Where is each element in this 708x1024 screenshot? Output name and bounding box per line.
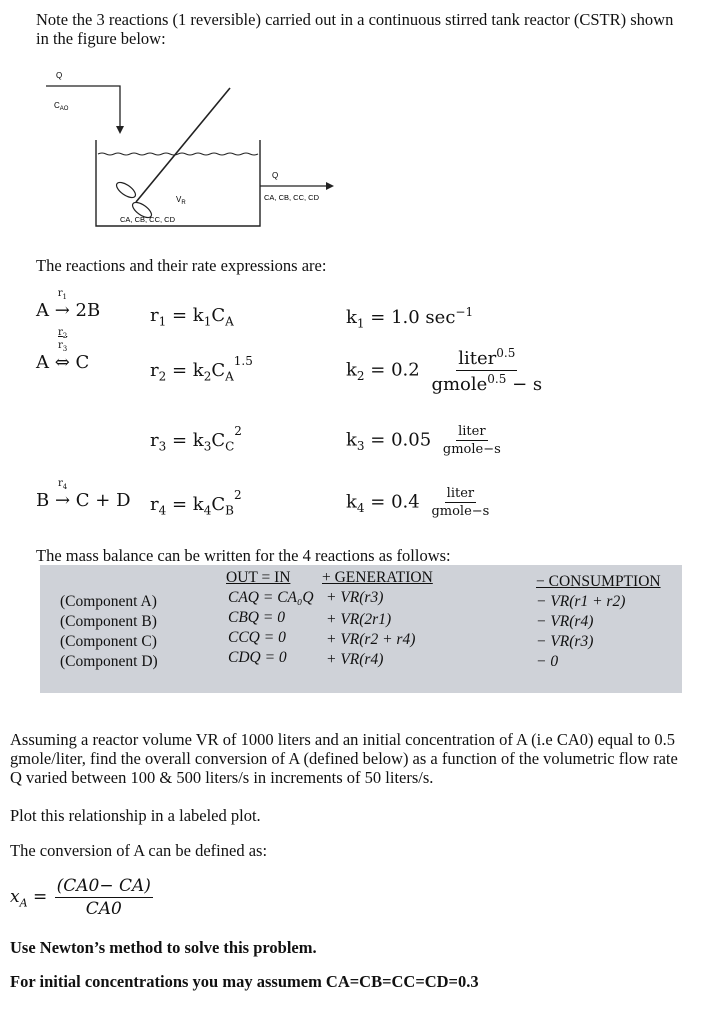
rate-constant-2: $k_2 = 0.2$ $\frac{liter^{0.5}}{gmole^{0.5} - s}$ — [346, 346, 543, 395]
initial-concentrations-instruction: For initial concentrations you may assumem CA=CB=CC=CD=0.3 — [10, 972, 479, 991]
outlet-flow-label: Q — [272, 171, 279, 180]
component-b-consumption: − VR(r4) — [536, 613, 594, 630]
reaction-2-rate-labels: $r_2$ $r_3$ — [58, 327, 68, 353]
outlet-arrow-icon — [326, 182, 334, 190]
component-d-equation: CDQ = 0 — [228, 649, 287, 666]
newton-instruction: Use Newton’s method to solve this problem. — [10, 938, 317, 957]
rate-constant-4: $k_4 = 0.4$ $\frac{\text{liter}}{\text{gmole−s}}$ — [346, 486, 490, 519]
conversion-formula: $x_A$ = $\frac{(CA0- CA)}{CA0}$ — [10, 876, 151, 919]
intro-paragraph: Note the 3 reactions (1 reversible) carried out in a continuous stirred tank reactor (CSTR) shown in the figure below: — [36, 10, 674, 48]
component-b-generation: + VR(2r1) — [326, 611, 392, 628]
conversion-definition-text: The conversion of A can be defined as: — [10, 841, 268, 860]
inlet-flow-label: Q — [56, 71, 63, 80]
component-a-generation: + VR(r3) — [326, 589, 384, 606]
reaction-1-equation: A → $r_1$ 2B — [36, 288, 101, 321]
inlet-conc-label: $C_{AO}$ — [54, 101, 69, 112]
reaction-4-equation: B → $r_4$ C + D — [36, 478, 131, 511]
component-b-label: (Component B) — [60, 613, 157, 630]
problem-paragraph: Assuming a reactor volume VR of 1000 liters and an initial concentration of A (i.e CA0) equal to 0.5 gmole/liter, find the overall conversion of A (defined below) as a function of the volumetric flow rate Q varied between 100 & 500 liters/s in increments of 50 liters/s. — [10, 730, 678, 787]
component-c-generation: + VR(r2 + r4) — [326, 631, 416, 648]
component-c-equation: CCQ = 0 — [228, 629, 286, 646]
rate-constant-1: $k_1 = 1.0$ $\sec^{-1}$ — [346, 305, 474, 331]
rate-expression-4: $r_4 = k_4C_B^2$ — [150, 488, 242, 518]
cstr-diagram — [40, 62, 370, 242]
rate-expression-1: $r_1 = k_1C_A$ — [150, 305, 234, 329]
plot-instruction: Plot this relationship in a labeled plot. — [10, 806, 261, 825]
impeller-blade-icon — [114, 180, 138, 201]
stirrer-shaft — [136, 88, 230, 202]
component-d-generation: + VR(r4) — [326, 651, 384, 668]
column-out-in: OUT = IN — [226, 569, 291, 586]
conversion-denominator: CA0 — [85, 899, 122, 919]
reactions-header: The reactions and their rate expressions are: — [36, 256, 327, 275]
mass-balance-table — [40, 565, 682, 693]
rate-constant-3: $k_3 = 0.05$ $\frac{\text{liter}}{\text{gmole−s}}$ — [346, 424, 501, 457]
component-d-label: (Component D) — [60, 653, 158, 670]
component-a-consumption: − VR(r1 + r2) — [536, 593, 626, 610]
mass-balance-header: The mass balance can be written for the 4 reactions as follows: — [36, 546, 451, 565]
rate-expression-3: $r_3 = k_3C_C^2$ — [150, 424, 242, 454]
outlet-concentrations-label: CA, CB, CC, CD — [264, 193, 320, 202]
conversion-lhs: $x_A$ — [10, 887, 28, 910]
component-a-label: (Component A) — [60, 593, 157, 610]
rate-expression-2: $r_2 = k_2C_A^{1.5}$ — [150, 354, 253, 384]
component-b-equation: CBQ = 0 — [228, 609, 285, 626]
component-c-consumption: − VR(r3) — [536, 633, 594, 650]
tank-concentrations-label: CA, CB, CC, CD — [120, 215, 176, 224]
volume-label: $V_R$ — [176, 195, 186, 206]
liquid-surface — [98, 153, 258, 155]
component-d-consumption: − 0 — [536, 653, 559, 670]
component-c-label: (Component C) — [60, 633, 157, 650]
component-a-equation: CAQ = CA₀Q — [228, 589, 314, 606]
column-generation: + GENERATION — [322, 569, 433, 586]
inlet-arrow-icon — [116, 126, 124, 134]
conversion-numerator: (CA0− CA) — [56, 876, 151, 896]
reaction-2-equation: A ⇔ C — [36, 352, 90, 373]
column-consumption: − CONSUMPTION — [536, 573, 661, 590]
